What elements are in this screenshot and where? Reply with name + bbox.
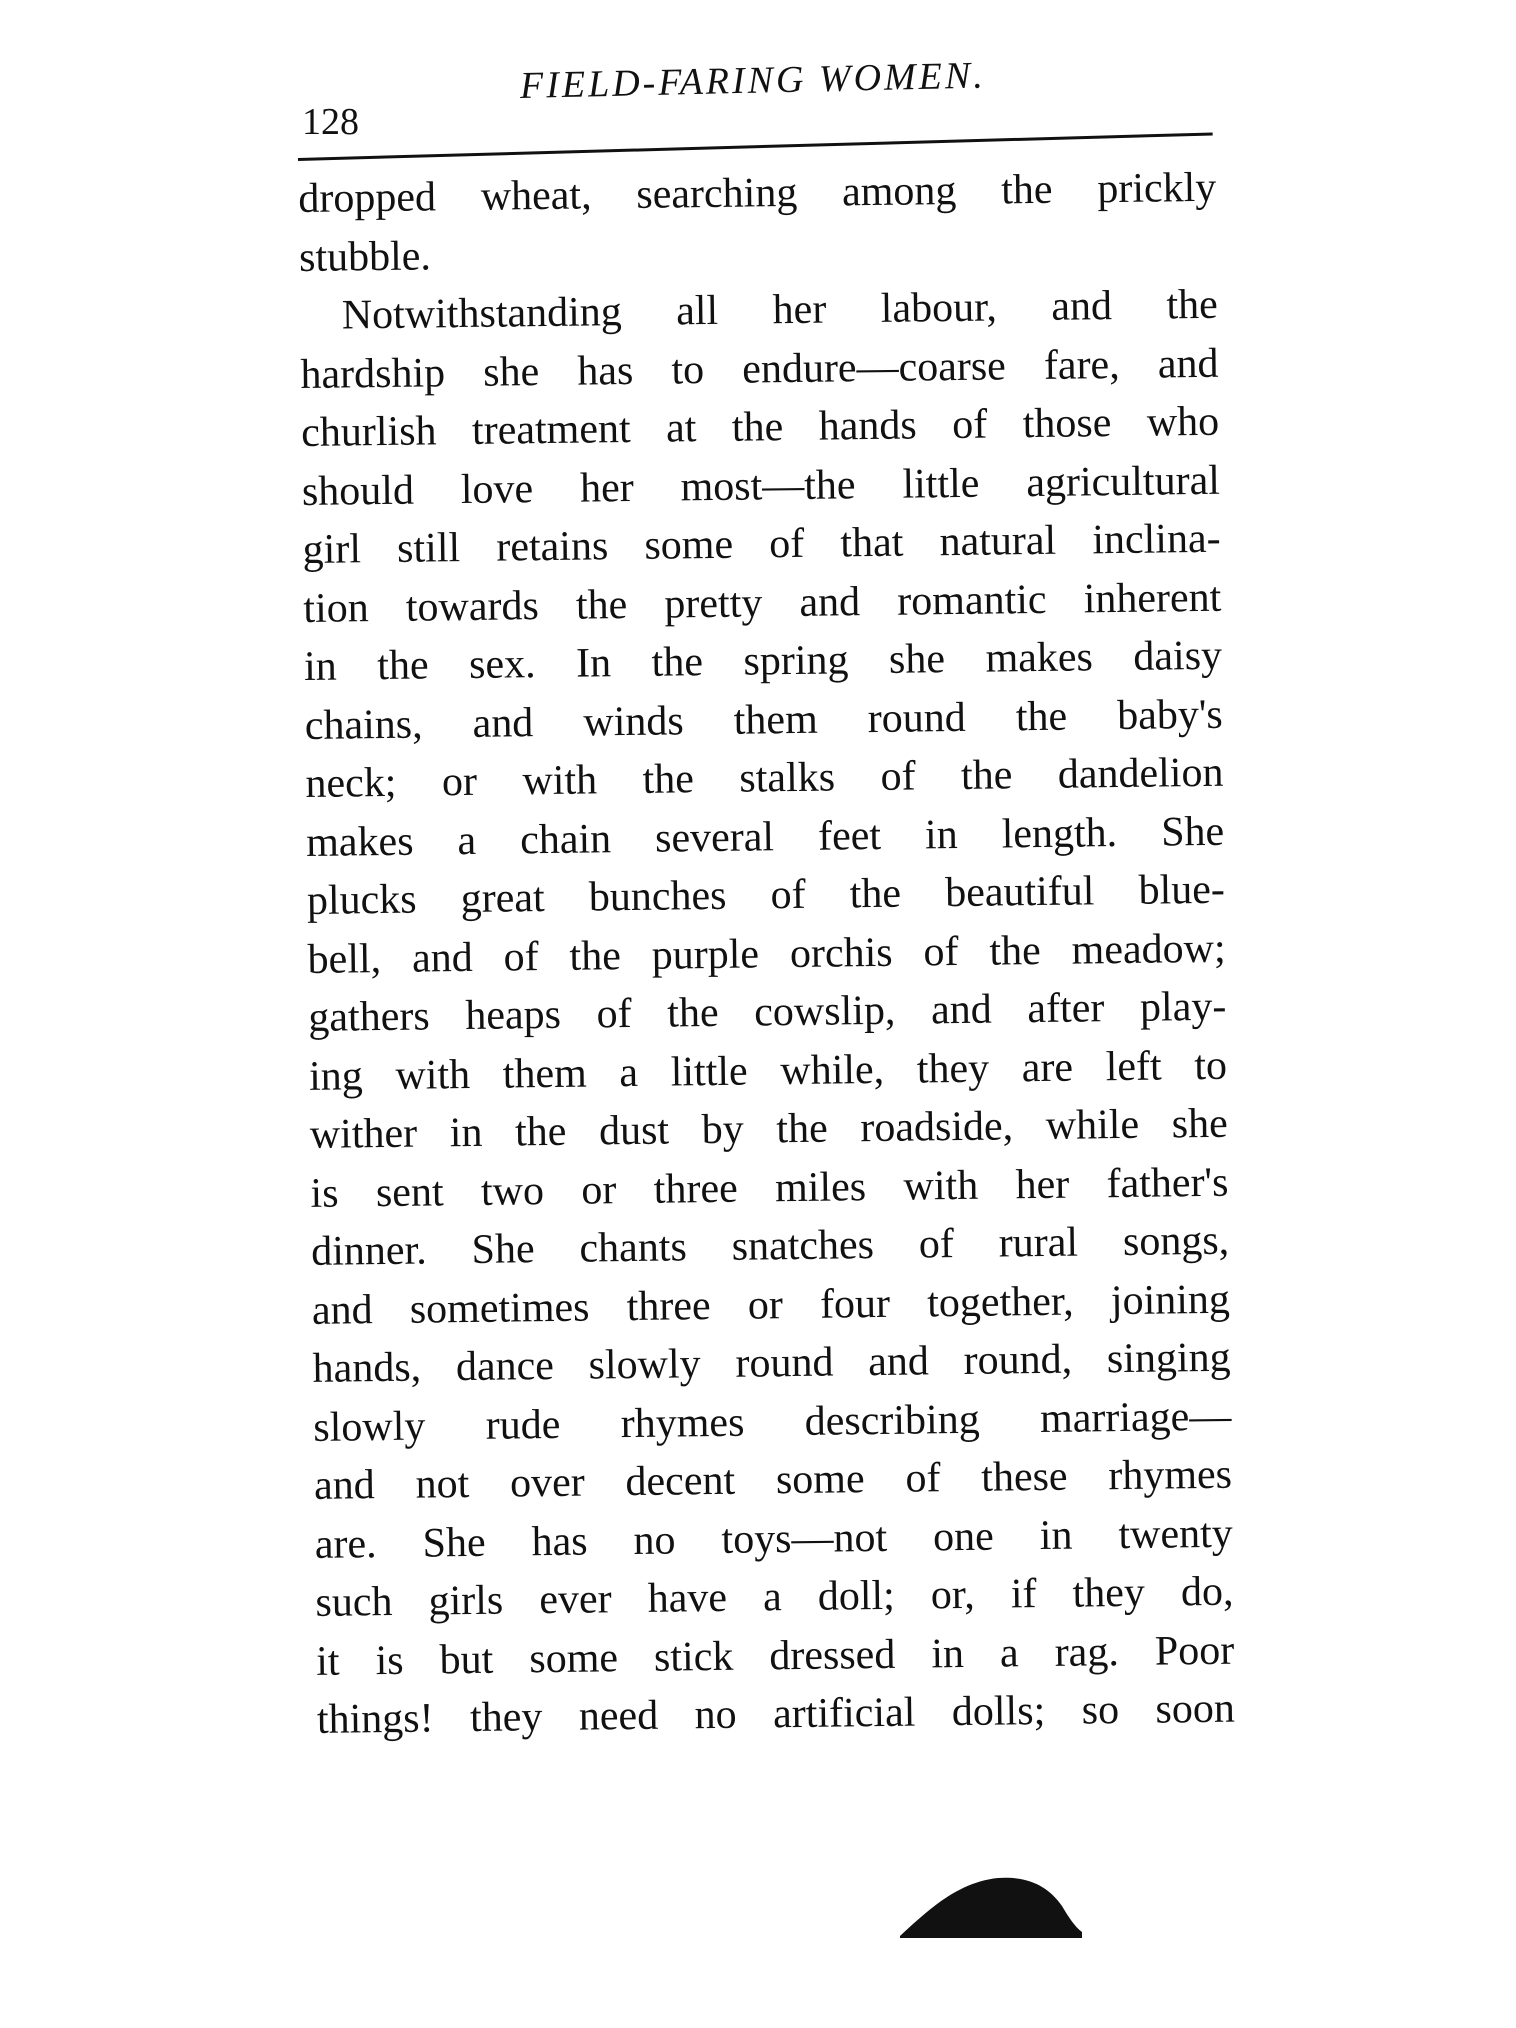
text-line: bell, and of the purple orchis of the meadow; bbox=[307, 925, 1226, 983]
text-line: chains, and winds them round the baby's bbox=[304, 691, 1223, 749]
text-line: wither in the dust by the roadside, while she bbox=[309, 1100, 1229, 1158]
header-rule bbox=[298, 132, 1213, 161]
text-line: hands, dance slowly round and round, singing bbox=[312, 1334, 1231, 1392]
text-line: plucks great bunches of the beautiful blue- bbox=[306, 866, 1226, 924]
text-line: things! they need no artificial dolls; so soon bbox=[316, 1685, 1236, 1743]
text-line: are. She has no toys—not one in twenty bbox=[314, 1510, 1234, 1568]
ink-blot-mark bbox=[898, 1870, 1084, 1940]
text-line: Notwithstanding all her labour, and the bbox=[341, 281, 1218, 339]
text-line: should love her most—the little agricultural bbox=[301, 457, 1221, 515]
body-text bbox=[298, 159, 1235, 1750]
running-title: FIELD-FARING WOMEN. bbox=[519, 54, 987, 107]
text-line: tion towards the pretty and romantic inherent bbox=[303, 574, 1222, 632]
text-line: dinner. She chants snatches of rural songs, bbox=[310, 1217, 1230, 1275]
text-line: it is but some stick dressed in a rag. Poor bbox=[315, 1627, 1235, 1685]
text-line: dropped wheat, searching among the prickly bbox=[298, 164, 1217, 222]
text-line: such girls ever have a doll; or, if they do, bbox=[315, 1568, 1234, 1626]
text-line: in the sex. In the spring she makes daisy bbox=[303, 632, 1223, 690]
page-number: 128 bbox=[302, 101, 359, 143]
text-line: gathers heaps of the cowslip, and after play- bbox=[308, 983, 1227, 1041]
text-line: and sometimes three or four together, joining bbox=[311, 1276, 1231, 1334]
text-line: slowly rude rhymes describing marriage— bbox=[313, 1393, 1232, 1451]
text-line: stubble. bbox=[298, 232, 432, 281]
text-line: hardship she has to endure—coarse fare, and bbox=[300, 340, 1219, 398]
text-line: ing with them a little while, they are left to bbox=[308, 1042, 1228, 1100]
text-line: neck; or with the stalks of the dandelion bbox=[305, 749, 1224, 807]
text-line: churlish treatment at the hands of those who bbox=[300, 398, 1220, 456]
text-line: girl still retains some of that natural inclina- bbox=[302, 515, 1221, 573]
text-line: and not over decent some of these rhymes bbox=[313, 1451, 1233, 1509]
text-line: makes a chain several feet in length. She bbox=[305, 808, 1225, 866]
text-line: is sent two or three miles with her father's bbox=[310, 1159, 1229, 1217]
